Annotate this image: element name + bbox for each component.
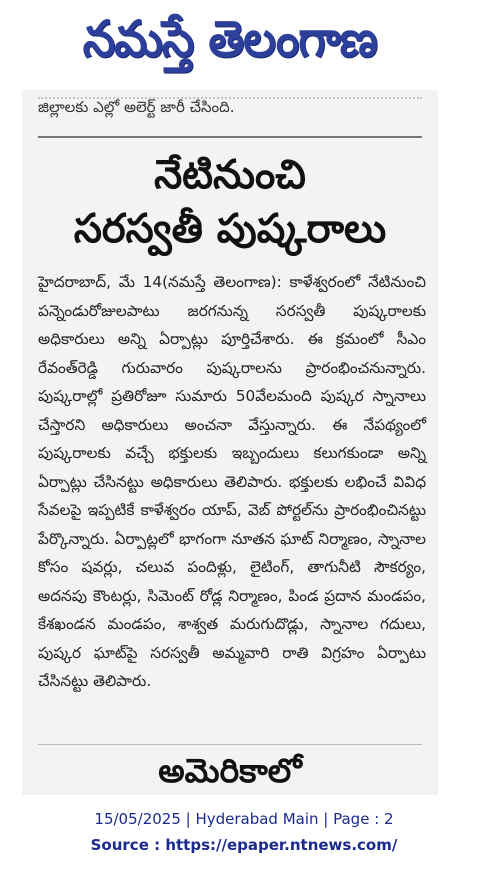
article-divider [38, 136, 422, 138]
masthead-title: నమస్తే తెలంగాణ [83, 9, 377, 68]
article-headline [22, 148, 438, 256]
next-article-headline: అమెరికాలో [158, 751, 302, 790]
article-body [38, 268, 426, 696]
cut-edge [38, 96, 422, 99]
next-article-divider [38, 744, 422, 745]
previous-article-text: జిల్లాలకు ఎల్లో అలెర్ట్ జారీ చేసింది. [38, 98, 235, 116]
article-body-text: హైదరాబాద్, మే 14(నమస్తే తెలంగాణ): కాళేశ్వరంలో నేటినుంచి పన్నెండురోజులపాటు జరగనున్న సరస్వతీ పుష్కరాలకు అధికారులు అన్ని ఏర్పాట్లు పూర్తిచేశారు. ఈ క్రమంలో సీఎం రేవంత్‌రెడ్డి గురువారం పుష్కరాలను ప్రారంభించనున్నారు. పుష్కరాల్లో ప్రతిరోజూ సుమారు 50వేలమంది పుష్కర స్నానాలు చేస్తారని అధికారులు అంచనా వేస్తున్నారు. ఈ నేపథ్యంలో పుష్కరాలకు వచ్చే భక్తులకు ఇబ్బందులు కలుగకుండా అన్ని ఏర్పాట్లు చేసినట్టు అధికారులు తెలిపారు. భక్తులకు లభించే వివిధ సేవలపై ఇప్పటికే కాళేశ్వరం యాప్, వెబ్ పోర్టల్‌ను ప్రారంభించినట్టు పేర్కొన్నారు. ఏర్పాట్లలో భాగంగా నూతన ఘాట్ నిర్మాణం, స్నానాల కోసం షవర్లు, చలువ పందిళ్లు, లైటింగ్, తాగునీటి సౌకర్యం, అదనపు కౌంటర్లు, సిమెంట్ రోడ్ల నిర్మాణం, పిండ ప్రదాన మండపం, కేశఖండన మండపం, శాశ్వత మరుగుదొడ్లు, స్నానాల గదులు, పుష్కర ఘాట్‌పై సరస్వతీ అమ్మవారి రాతి విగ్రహం ఏర్పాటు చేసినట్టు తెలిపారు. [38, 273, 426, 690]
masthead [22, 0, 438, 90]
headline-line-2: సరస్వతీ పుష్కరాలు [73, 206, 387, 252]
headline-line-1: నేటినుంచి [154, 152, 306, 198]
footer-edition-info: 15/05/2025 | Hyderabad Main | Page : 2 [94, 810, 394, 828]
previous-article-tail [38, 96, 422, 118]
footer-source: Source : https://epaper.ntnews.com/ [90, 836, 398, 854]
newspaper-clipping [22, 0, 438, 795]
